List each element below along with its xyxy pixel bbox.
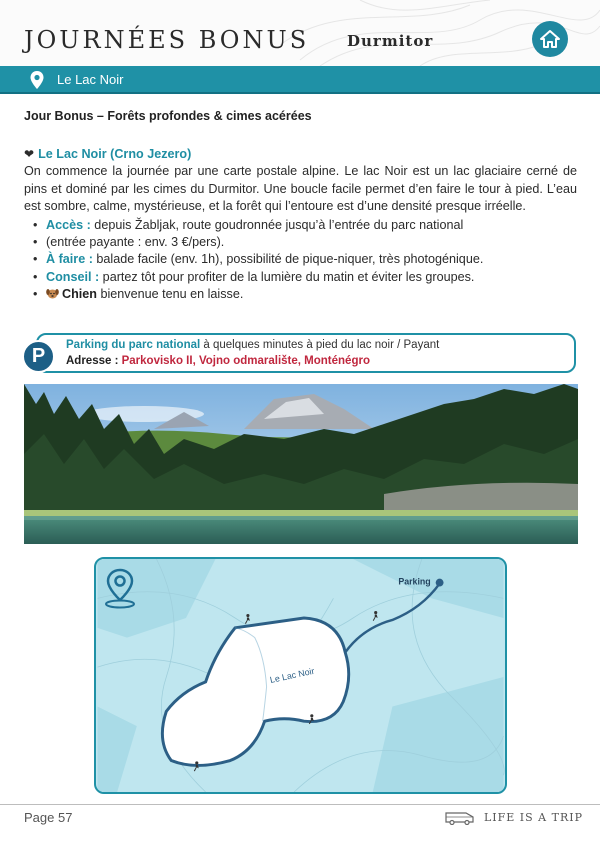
location-label: Le Lac Noir <box>57 72 124 87</box>
list-item <box>24 217 577 234</box>
address-label: Adresse : <box>66 355 122 367</box>
lake-forest-mountain-photo <box>24 384 578 544</box>
lake-section <box>24 146 577 304</box>
bullet-text: balade facile (env. 1h), possibilité de pique-niquer, très photogénique. <box>92 252 484 267</box>
location-pin-icon <box>29 70 45 90</box>
parking-detail: à quelques minutes à pied du lac noir / Payant <box>200 339 440 351</box>
page-subtitle: Durmitor <box>347 32 434 50</box>
van-icon <box>444 809 476 825</box>
location-band <box>0 66 600 94</box>
section-intro: On commence la journée par une carte postale alpine. Le lac Noir est un lac glaciaire cerné de pins et dominé par les cimes du Durmitor. Une boucle facile permet d’en faire le tour à pied. L’eau est sombre, calme, mystérieuse, et la forêt qui l’entoure est d’une densité presque irréelle. <box>24 164 577 214</box>
bullet-key: Conseil : <box>46 269 100 284</box>
list-item <box>24 251 577 268</box>
home-button[interactable] <box>532 21 568 57</box>
bullet-key: À faire : <box>46 252 93 267</box>
list-item <box>24 269 577 286</box>
bullet-key: Accès : <box>46 217 91 232</box>
map-parking-label: Parking <box>398 576 431 587</box>
dog-icon <box>46 288 59 299</box>
footer-divider <box>0 804 600 805</box>
section-title: Le Lac Noir (Crno Jezero) <box>38 147 192 161</box>
parking-address: Parkovisko II, Vojno odmaralište, Monténégro <box>121 355 370 367</box>
map-location-icon <box>102 567 138 609</box>
bullet-text: (entrée payante : env. 3 €/pers). <box>46 235 225 250</box>
parking-info <box>66 339 439 351</box>
bullet-text: bienvenue tenu en laisse. <box>96 287 244 302</box>
info-list <box>24 217 577 304</box>
bullet-text: partez tôt pour profiter de la lumière du matin et éviter les groupes. <box>99 269 475 284</box>
page-title: JOURNÉES BONUS <box>24 26 310 54</box>
home-icon <box>539 29 561 49</box>
section-heading <box>24 146 577 163</box>
parking-address-line <box>66 355 370 367</box>
bullet-key: Chien <box>62 287 97 302</box>
brand-name: LIFE IS A TRIP <box>484 811 583 824</box>
lake-trail-map <box>94 557 507 794</box>
list-item <box>24 234 577 251</box>
black-heart-icon: ❤ <box>24 147 35 161</box>
map-lake-label: Le Lac Noir <box>269 665 316 685</box>
parking-icon: P <box>22 340 55 373</box>
page-header <box>0 0 600 66</box>
list-item <box>24 286 577 303</box>
page-number: Page 57 <box>24 810 73 825</box>
bullet-text: depuis Žabljak, route goudronnée jusqu’à l’entrée du parc national <box>90 217 464 232</box>
parking-name: Parking du parc national <box>66 339 201 351</box>
day-title: Jour Bonus – Forêts profondes & cimes acérées <box>24 109 312 123</box>
